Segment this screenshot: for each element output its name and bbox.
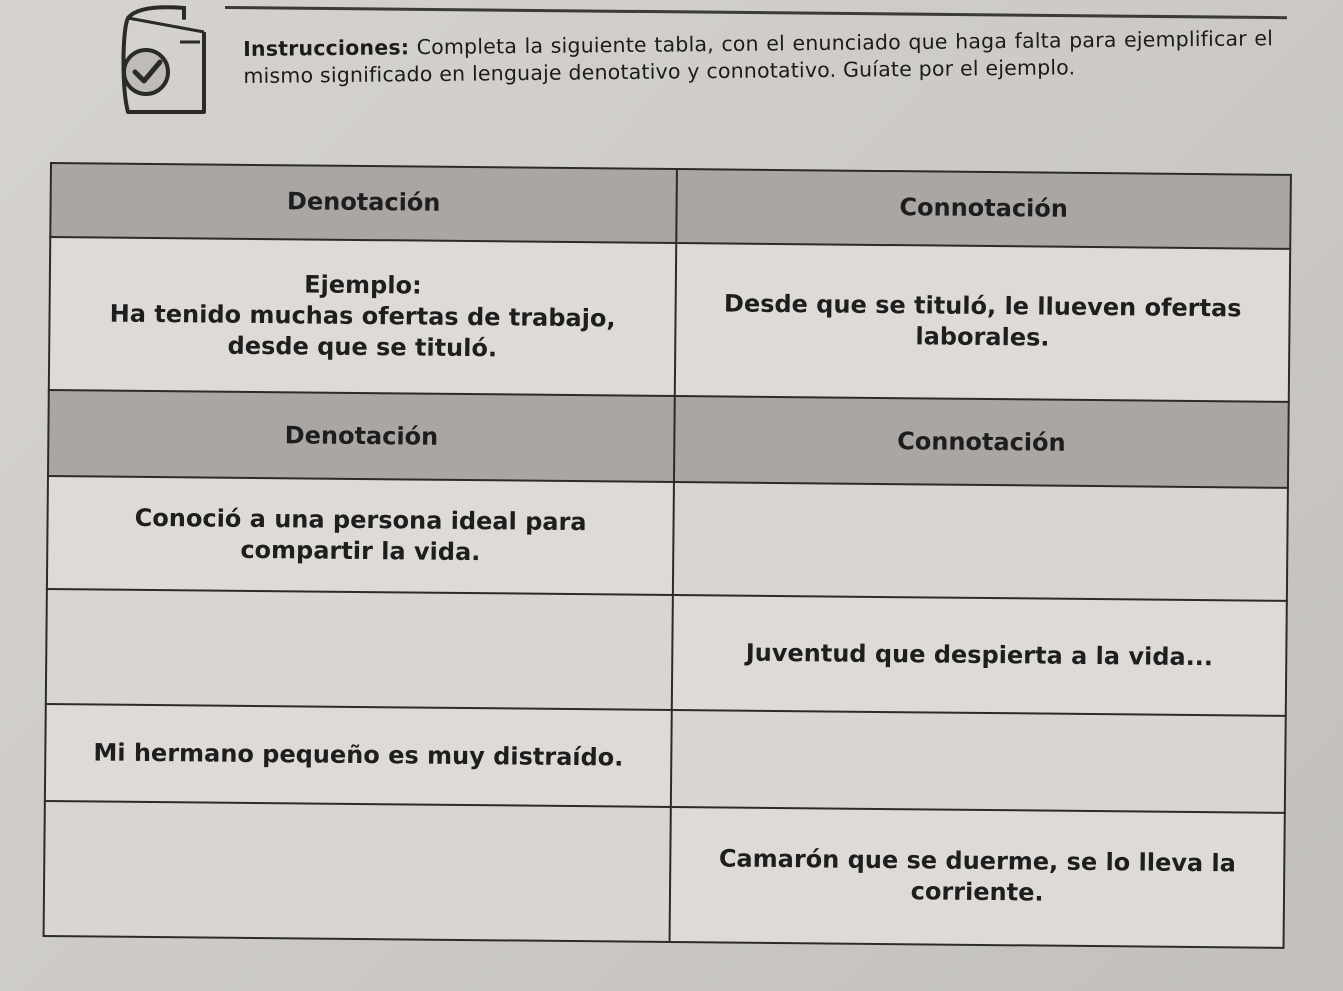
example-denotation-cell bbox=[49, 237, 677, 397]
connotation-answer-cell[interactable] bbox=[673, 482, 1288, 600]
denotation-cell: Mi hermano pequeño es muy distraído. bbox=[45, 704, 672, 807]
header-denotacion-2: Denotación bbox=[48, 390, 675, 482]
example-denotation: Ha tenido muchas ofertas de trabajo, desde que se tituló. bbox=[109, 299, 616, 363]
instructions-label: Instrucciones: bbox=[243, 35, 410, 61]
header-row-1 bbox=[50, 163, 1291, 249]
example-connotation: Desde que se tituló, le llueven ofertas laborales. bbox=[675, 243, 1290, 402]
book-check-icon bbox=[108, 0, 218, 120]
example-label: Ejemplo: bbox=[304, 270, 422, 300]
table-row bbox=[45, 704, 1286, 813]
table-row bbox=[44, 801, 1285, 948]
instructions-text: Completa la siguiente tabla, con el enunciado que haga falta para ejemplificar el mismo significado en lenguaje denotativo y connotativo. Guíate por el ejemplo. bbox=[243, 26, 1274, 88]
denotation-cell: Conoció a una persona ideal para compartir la vida. bbox=[47, 476, 674, 595]
table-row bbox=[47, 476, 1288, 601]
header-row-2 bbox=[48, 390, 1289, 488]
top-rule bbox=[225, 6, 1287, 19]
header-denotacion-1: Denotación bbox=[50, 163, 677, 243]
denotation-answer-cell[interactable] bbox=[46, 589, 673, 710]
example-row bbox=[49, 237, 1290, 402]
concepts-table bbox=[43, 162, 1292, 949]
table-row bbox=[46, 589, 1287, 716]
header-connotacion-2: Connotación bbox=[674, 396, 1289, 488]
instructions bbox=[243, 25, 1274, 90]
connotation-cell: Juventud que despierta a la vida... bbox=[672, 595, 1287, 716]
connotation-answer-cell[interactable] bbox=[671, 710, 1286, 813]
connotation-cell: Camarón que se duerme, se lo lleva la corriente. bbox=[670, 807, 1285, 948]
concepts-table-wrap bbox=[43, 162, 1292, 949]
denotation-answer-cell[interactable] bbox=[44, 801, 671, 942]
header-connotacion-1: Connotación bbox=[676, 169, 1290, 249]
